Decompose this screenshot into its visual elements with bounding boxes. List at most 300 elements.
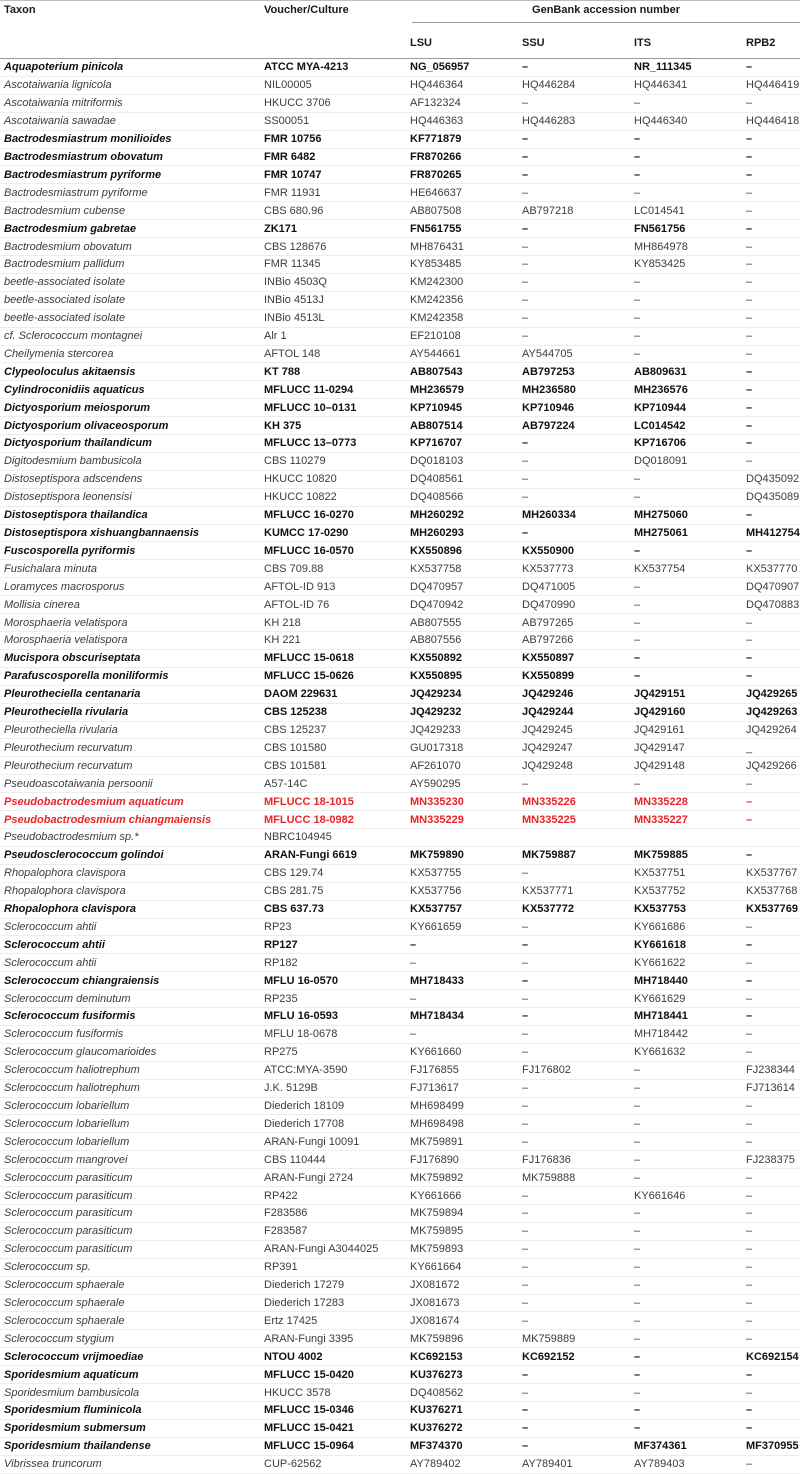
ssu-cell: MN335225 xyxy=(522,813,576,826)
its-cell: KX537754 xyxy=(634,562,686,575)
voucher-cell: MFLU 18-0678 xyxy=(264,1028,338,1041)
table-row xyxy=(0,1348,800,1366)
table-row xyxy=(0,76,800,94)
ssu-cell: – xyxy=(522,1440,529,1453)
lsu-cell: MH876431 xyxy=(410,240,464,253)
voucher-cell: ARAN-Fungi 2724 xyxy=(264,1171,354,1184)
ssu-cell: – xyxy=(522,992,529,1005)
lsu-cell: – xyxy=(410,992,417,1005)
voucher-cell: MFLUCC 10–0131 xyxy=(264,401,357,414)
table-row xyxy=(0,452,800,470)
lsu-cell: DQ408566 xyxy=(410,491,464,504)
lsu-cell: AY789402 xyxy=(410,1458,461,1471)
its-cell: MH275060 xyxy=(634,509,688,522)
voucher-cell: HKUCC 3706 xyxy=(264,97,331,110)
ssu-cell: – xyxy=(522,1100,529,1113)
taxon-cell: Sclerococcum ahtii xyxy=(4,920,97,933)
its-cell: – xyxy=(634,473,641,486)
its-cell: – xyxy=(634,544,641,557)
taxon-cell: Loramyces macrosporus xyxy=(4,580,125,593)
voucher-cell: RP235 xyxy=(264,992,298,1005)
table-row xyxy=(0,542,800,560)
its-cell: – xyxy=(634,97,641,110)
rpb2-cell: – xyxy=(746,777,753,790)
lsu-cell: MF374370 xyxy=(410,1440,463,1453)
its-cell: KX537752 xyxy=(634,885,686,898)
lsu-cell: AY590295 xyxy=(410,777,461,790)
its-cell: KY661629 xyxy=(634,992,686,1005)
ssu-cell: AB797224 xyxy=(522,419,575,432)
table-row xyxy=(0,614,800,632)
voucher-cell: MFLUCC 15-0346 xyxy=(264,1404,354,1417)
its-cell: – xyxy=(634,634,641,647)
rpb2-cell: – xyxy=(746,1422,753,1435)
table-row xyxy=(0,1133,800,1151)
table-row xyxy=(0,399,800,417)
voucher-cell: CBS 128676 xyxy=(264,240,327,253)
table-row xyxy=(0,59,800,77)
ssu-cell: – xyxy=(522,97,529,110)
voucher-cell: MFLUCC 16-0570 xyxy=(264,544,354,557)
its-cell: – xyxy=(634,1117,641,1130)
rpb2-cell: – xyxy=(746,437,753,450)
table-row xyxy=(0,148,800,166)
voucher-cell: FMR 6482 xyxy=(264,150,316,163)
its-cell: HQ446341 xyxy=(634,79,688,92)
taxon-cell: Vibrissea truncorum xyxy=(4,1458,102,1471)
lsu-cell: HQ446364 xyxy=(410,79,464,92)
voucher-cell: MFLUCC 13–0773 xyxy=(264,437,357,450)
lsu-cell: KM242356 xyxy=(410,294,464,307)
voucher-cell: NIL00005 xyxy=(264,79,312,92)
lsu-cell: AF261070 xyxy=(410,759,461,772)
voucher-cell: NTOU 4002 xyxy=(264,1350,323,1363)
lsu-cell: KF771879 xyxy=(410,133,462,146)
lsu-cell: FR870266 xyxy=(410,150,462,163)
table-row xyxy=(0,882,800,900)
rpb2-cell: – xyxy=(746,276,753,289)
its-cell: KY853425 xyxy=(634,258,686,271)
voucher-cell: KT 788 xyxy=(264,365,301,378)
rpb2-cell: DQ470907 xyxy=(746,580,800,593)
table-row xyxy=(0,1169,800,1187)
table-row xyxy=(0,1025,800,1043)
lsu-cell: JX081672 xyxy=(410,1279,460,1292)
taxon-cell: Sporidesmium submersum xyxy=(4,1422,146,1435)
voucher-cell: MFLU 16-0570 xyxy=(264,974,338,987)
its-cell: JQ429147 xyxy=(634,741,685,754)
rpb2-cell: – xyxy=(746,509,753,522)
taxon-cell: Pseudoascotaiwania persoonii xyxy=(4,777,153,790)
header-row-sub xyxy=(0,28,800,59)
voucher-cell: Diederich 17279 xyxy=(264,1279,345,1292)
table-row xyxy=(0,1097,800,1115)
taxon-cell: Bactrodesmium gabretae xyxy=(4,222,137,235)
rpb2-cell: – xyxy=(746,1261,753,1274)
table-row xyxy=(0,560,800,578)
ssu-cell: – xyxy=(522,294,529,307)
rpb2-cell: JQ429263 xyxy=(746,706,798,719)
rpb2-cell: FJ713614 xyxy=(746,1082,795,1095)
rpb2-cell: KX537769 xyxy=(746,903,798,916)
rpb2-cell: – xyxy=(746,652,753,665)
its-cell: – xyxy=(634,616,641,629)
voucher-cell: KH 218 xyxy=(264,616,301,629)
table-row xyxy=(0,435,800,453)
rpb2-cell: – xyxy=(746,1314,753,1327)
its-cell: KX537753 xyxy=(634,903,686,916)
table-row xyxy=(0,1276,800,1294)
taxon-cell: Sclerococcum vrijmoediae xyxy=(4,1350,144,1363)
rpb2-cell: – xyxy=(746,938,753,951)
voucher-cell: CBS 125237 xyxy=(264,723,327,736)
its-cell: LC014542 xyxy=(634,419,686,432)
rpb2-cell: – xyxy=(746,1386,753,1399)
lsu-cell: HE646637 xyxy=(410,186,462,199)
lsu-cell: AY544661 xyxy=(410,347,461,360)
ssu-cell: JQ429247 xyxy=(522,741,573,754)
table-row xyxy=(0,166,800,184)
taxon-cell: Sclerococcum parasiticum xyxy=(4,1171,133,1184)
table-row xyxy=(0,828,800,846)
voucher-cell: HKUCC 3578 xyxy=(264,1386,331,1399)
table-row xyxy=(0,667,800,685)
ssu-cell: – xyxy=(522,1046,529,1059)
voucher-cell: AFTOL-ID 76 xyxy=(264,598,330,611)
voucher-cell: MFLUCC 15-0626 xyxy=(264,670,354,683)
table-row xyxy=(0,632,800,650)
voucher-cell: ATCC MYA-4213 xyxy=(264,61,349,74)
ssu-cell: – xyxy=(522,974,529,987)
rpb2-cell: JQ429266 xyxy=(746,759,797,772)
voucher-cell: CBS 101581 xyxy=(264,759,327,772)
rpb2-cell: – xyxy=(746,1189,753,1202)
taxon-cell: beetle-associated isolate xyxy=(4,312,126,325)
lsu-cell: AB807543 xyxy=(410,365,463,378)
rpb2-cell: – xyxy=(746,133,753,146)
its-cell: – xyxy=(634,1171,641,1184)
voucher-cell: RP127 xyxy=(264,938,298,951)
lsu-cell: DQ470957 xyxy=(410,580,464,593)
its-cell: – xyxy=(634,1064,641,1077)
voucher-cell: CBS 101580 xyxy=(264,741,327,754)
lsu-cell: MK759895 xyxy=(410,1225,464,1238)
lsu-cell: KY661664 xyxy=(410,1261,462,1274)
lsu-cell: FJ176855 xyxy=(410,1064,459,1077)
ssu-cell: – xyxy=(522,1028,529,1041)
taxon-cell: Mucispora obscuriseptata xyxy=(4,652,141,665)
voucher-cell: Ertz 17425 xyxy=(264,1314,318,1327)
its-cell: JQ429148 xyxy=(634,759,685,772)
taxon-cell: Sclerococcum fusiformis xyxy=(4,1028,124,1041)
lsu-cell: DQ408561 xyxy=(410,473,464,486)
its-cell xyxy=(630,828,742,846)
lsu-cell: AF132324 xyxy=(410,97,461,110)
ssu-cell: – xyxy=(522,240,529,253)
rpb2-cell: MF370955 xyxy=(746,1440,799,1453)
voucher-cell: RP391 xyxy=(264,1261,298,1274)
table-row xyxy=(0,488,800,506)
taxon-cell: Bactrodesmiastrum pyriforme xyxy=(4,168,162,181)
its-cell: – xyxy=(634,1082,641,1095)
table-row xyxy=(0,1455,800,1473)
rpb2-cell: – xyxy=(746,1404,753,1417)
ssu-cell: MK759887 xyxy=(522,849,576,862)
lsu-cell: MK759896 xyxy=(410,1332,464,1345)
ssu-cell: AY544705 xyxy=(522,347,573,360)
its-cell: MH864978 xyxy=(634,240,688,253)
ssu-cell: JQ429244 xyxy=(522,706,574,719)
lsu-cell: KC692153 xyxy=(410,1350,463,1363)
lsu-cell: MK759894 xyxy=(410,1207,464,1220)
its-cell: FN561756 xyxy=(634,222,686,235)
taxon-cell: Pseudobactrodesmium chiangmaiensis xyxy=(4,813,212,826)
its-cell: – xyxy=(634,1422,641,1435)
lsu-cell: AB807508 xyxy=(410,204,462,217)
its-cell: – xyxy=(634,168,641,181)
ssu-cell: – xyxy=(522,491,529,504)
rpb2-cell: – xyxy=(746,1332,753,1345)
its-cell: – xyxy=(634,1225,641,1238)
ssu-cell: – xyxy=(522,1207,529,1220)
voucher-cell: MFLUCC 15-0618 xyxy=(264,652,354,665)
taxon-cell: Sclerococcum sphaerale xyxy=(4,1314,125,1327)
ssu-cell: MK759888 xyxy=(522,1171,576,1184)
table-row xyxy=(0,381,800,399)
table-row xyxy=(0,202,800,220)
ssu-cell: – xyxy=(522,133,529,146)
lsu-cell: KY661659 xyxy=(410,920,462,933)
table-row xyxy=(0,1205,800,1223)
its-cell: – xyxy=(634,1332,641,1345)
its-cell: MH236576 xyxy=(634,383,688,396)
table-row xyxy=(0,291,800,309)
ssu-cell: JQ429246 xyxy=(522,688,574,701)
table-row xyxy=(0,1061,800,1079)
taxon-cell: Morosphaeria velatispora xyxy=(4,616,128,629)
rpb2-cell: – xyxy=(746,1135,753,1148)
taxon-cell: Rhopalophora clavispora xyxy=(4,867,126,880)
its-cell: MH718442 xyxy=(634,1028,688,1041)
ssu-cell: KX537772 xyxy=(522,903,574,916)
rpb2-cell: – xyxy=(746,330,753,343)
taxon-cell: Sclerococcum glaucomarioides xyxy=(4,1046,157,1059)
rpb2-cell: _ xyxy=(746,741,753,754)
its-cell: – xyxy=(634,1243,641,1256)
lsu-cell: KY853485 xyxy=(410,258,462,271)
table-row xyxy=(0,1384,800,1402)
table-row xyxy=(0,1222,800,1240)
taxon-cell: Sporidesmium thailandense xyxy=(4,1440,151,1453)
table-row xyxy=(0,1258,800,1276)
voucher-cell: CBS 281.75 xyxy=(264,885,324,898)
header-ssu: SSU xyxy=(522,37,545,49)
rpb2-cell: – xyxy=(746,1117,753,1130)
voucher-cell: MFLUCC 16-0270 xyxy=(264,509,354,522)
taxon-cell: Distoseptispora thailandica xyxy=(4,509,148,522)
taxon-cell: Pleurotheciella rivularia xyxy=(4,706,129,719)
header-genbank: GenBank accession number xyxy=(412,4,800,23)
voucher-cell: MFLUCC 11-0294 xyxy=(264,383,354,396)
table-row xyxy=(0,327,800,345)
taxon-cell: Pleurothecium recurvatum xyxy=(4,759,133,772)
ssu-cell: FJ176836 xyxy=(522,1153,571,1166)
lsu-cell: DQ018103 xyxy=(410,455,464,468)
taxon-cell: Sclerococcum lobariellum xyxy=(4,1100,130,1113)
table-row xyxy=(0,954,800,972)
rpb2-cell: – xyxy=(746,1368,753,1381)
rpb2-cell: – xyxy=(746,849,753,862)
table-row xyxy=(0,739,800,757)
its-cell: KY661646 xyxy=(634,1189,686,1202)
rpb2-cell: MH412754 xyxy=(746,527,800,540)
voucher-cell: Diederich 17708 xyxy=(264,1117,345,1130)
taxon-cell: Sclerococcum haliotrephum xyxy=(4,1082,140,1095)
voucher-cell: ATCC:MYA-3590 xyxy=(264,1064,348,1077)
table-row xyxy=(0,721,800,739)
its-cell: – xyxy=(634,598,641,611)
ssu-cell: – xyxy=(522,920,529,933)
voucher-cell: NBRC104945 xyxy=(264,831,332,844)
ssu-cell: – xyxy=(522,1368,529,1381)
lsu-cell: KX537756 xyxy=(410,885,462,898)
its-cell: – xyxy=(634,150,641,163)
lsu-cell: KY661666 xyxy=(410,1189,462,1202)
voucher-cell: RP275 xyxy=(264,1046,298,1059)
taxon-cell: Fuscosporella pyriformis xyxy=(4,544,136,557)
its-cell: NR_111345 xyxy=(634,61,692,74)
its-cell: AY789403 xyxy=(634,1458,685,1471)
its-cell: – xyxy=(634,1279,641,1292)
its-cell: – xyxy=(634,186,641,199)
rpb2-cell: – xyxy=(746,186,753,199)
rpb2-cell: JQ429265 xyxy=(746,688,798,701)
voucher-cell: RP23 xyxy=(264,920,292,933)
rpb2-cell: – xyxy=(746,1207,753,1220)
voucher-cell: J.K. 5129B xyxy=(264,1082,318,1095)
lsu-cell: KX537755 xyxy=(410,867,462,880)
its-cell: – xyxy=(634,312,641,325)
its-cell: MH718440 xyxy=(634,974,688,987)
taxon-cell: Bactrodesmiastrum pyriforme xyxy=(4,186,148,199)
lsu-cell: HQ446363 xyxy=(410,115,464,128)
rpb2-cell: – xyxy=(746,383,753,396)
taxon-cell: Sclerococcum parasiticum xyxy=(4,1243,133,1256)
ssu-cell: JQ429245 xyxy=(522,723,573,736)
its-cell: – xyxy=(634,1261,641,1274)
taxon-cell: Ascotaiwania mitriformis xyxy=(4,97,123,110)
lsu-cell: KP716707 xyxy=(410,437,462,450)
lsu-cell: DQ408562 xyxy=(410,1386,464,1399)
header-row-top xyxy=(0,1,800,29)
lsu-cell: KX537758 xyxy=(410,562,462,575)
rpb2-cell: FJ238344 xyxy=(746,1064,795,1077)
taxon-cell: Bactrodesmium obovatum xyxy=(4,240,132,253)
taxon-cell: Bactrodesmium cubense xyxy=(4,204,126,217)
lsu-cell: MH236579 xyxy=(410,383,464,396)
its-cell: DQ018091 xyxy=(634,455,688,468)
voucher-cell: Diederich 17283 xyxy=(264,1296,345,1309)
voucher-cell: ZK171 xyxy=(264,222,298,235)
ssu-cell: – xyxy=(522,222,529,235)
taxon-cell: Fusichalara minuta xyxy=(4,562,97,575)
table-row xyxy=(0,900,800,918)
taxon-cell: Dictyosporium meiosporum xyxy=(4,401,151,414)
table-row xyxy=(0,649,800,667)
ssu-cell: – xyxy=(522,186,529,199)
voucher-cell: CBS 129.74 xyxy=(264,867,324,880)
ssu-cell: – xyxy=(522,777,529,790)
its-cell: KY661632 xyxy=(634,1046,686,1059)
ssu-cell: – xyxy=(522,150,529,163)
table-row xyxy=(0,1240,800,1258)
lsu-cell: KU376271 xyxy=(410,1404,463,1417)
rpb2-cell: – xyxy=(746,1243,753,1256)
ssu-cell: MH260334 xyxy=(522,509,576,522)
its-cell: – xyxy=(634,1153,641,1166)
rpb2-cell: – xyxy=(746,813,753,826)
ssu-cell: DQ470990 xyxy=(522,598,576,611)
table-row xyxy=(0,1312,800,1330)
table-row xyxy=(0,220,800,238)
voucher-cell: DAOM 229631 xyxy=(264,688,338,701)
rpb2-cell: – xyxy=(746,1100,753,1113)
its-cell: KY661622 xyxy=(634,956,686,969)
its-cell: – xyxy=(634,347,641,360)
table-row xyxy=(0,775,800,793)
rpb2-cell: – xyxy=(746,455,753,468)
ssu-cell: AB797265 xyxy=(522,616,574,629)
voucher-cell: MFLUCC 18-1015 xyxy=(264,795,354,808)
rpb2-cell: – xyxy=(746,544,753,557)
ssu-cell: JQ429248 xyxy=(522,759,573,772)
voucher-cell: INBio 4513J xyxy=(264,294,324,307)
its-cell: – xyxy=(634,1404,641,1417)
table-row xyxy=(0,578,800,596)
its-cell: – xyxy=(634,1350,641,1363)
lsu-cell: MH718433 xyxy=(410,974,464,987)
taxon-cell: Clypeoloculus akitaensis xyxy=(4,365,136,378)
lsu-cell: KP710945 xyxy=(410,401,462,414)
taxon-cell: Pseudobactrodesmium sp.* xyxy=(4,831,139,844)
its-cell: HQ446340 xyxy=(634,115,688,128)
taxon-cell: Sporidesmium fluminicola xyxy=(4,1404,142,1417)
its-cell: – xyxy=(634,276,641,289)
rpb2-cell: – xyxy=(746,1279,753,1292)
taxon-cell: Pseudobactrodesmium aquaticum xyxy=(4,795,184,808)
its-cell: – xyxy=(634,580,641,593)
voucher-cell: AFTOL-ID 913 xyxy=(264,580,336,593)
lsu-cell: JX081674 xyxy=(410,1314,460,1327)
rpb2-cell: HQ446419 xyxy=(746,79,800,92)
voucher-cell: Diederich 18109 xyxy=(264,1100,345,1113)
its-cell: MK759885 xyxy=(634,849,688,862)
taxon-cell: Bactrodesmiastrum obovatum xyxy=(4,150,163,163)
taxon-cell: Sclerococcum deminutum xyxy=(4,992,131,1005)
its-cell: – xyxy=(634,1100,641,1113)
rpb2-cell: – xyxy=(746,222,753,235)
voucher-cell: CBS 709.88 xyxy=(264,562,324,575)
voucher-cell: F283587 xyxy=(264,1225,308,1238)
ssu-cell: HQ446284 xyxy=(522,79,576,92)
rpb2-cell: – xyxy=(746,634,753,647)
table-row xyxy=(0,309,800,327)
voucher-cell: SS00051 xyxy=(264,115,310,128)
its-cell: JQ429151 xyxy=(634,688,686,701)
ssu-cell: AB797218 xyxy=(522,204,574,217)
rpb2-cell: – xyxy=(746,150,753,163)
lsu-cell: KX537757 xyxy=(410,903,462,916)
